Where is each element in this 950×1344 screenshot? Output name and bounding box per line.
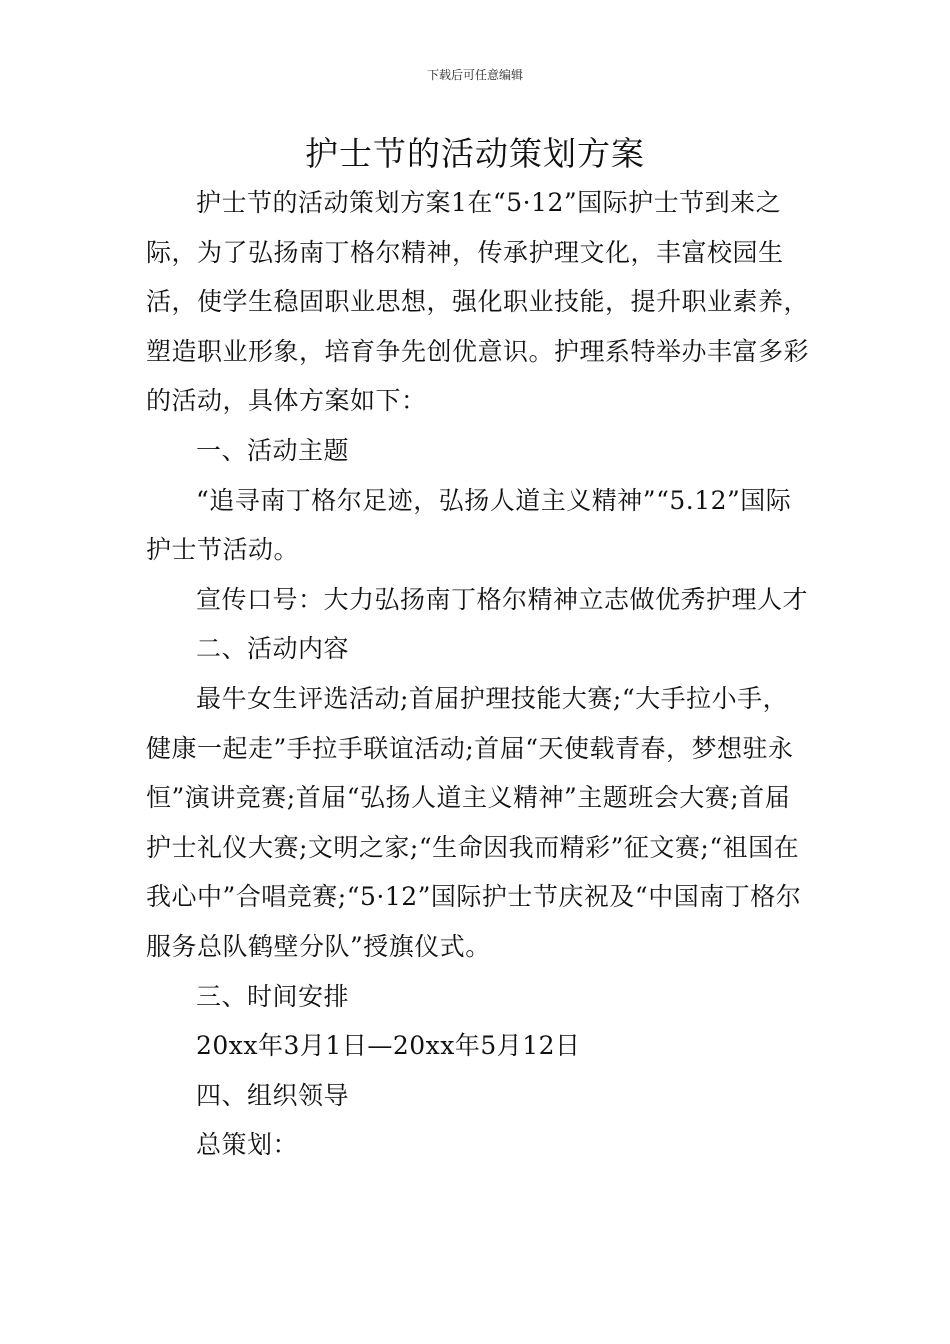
- section-heading-organization: 四、组织领导: [196, 1080, 350, 1110]
- section-heading-schedule: 三、时间安排: [196, 981, 350, 1011]
- section-heading-content: 二、活动内容: [196, 634, 350, 664]
- paragraph-chief-planner: 总策划：: [196, 1130, 299, 1160]
- document-body: [146, 178, 811, 1170]
- paragraph-intro: 护士节的活动策划方案1在“5·12”国际护士节到来之际，为了弘扬南丁格尔精神，传承护理文化，丰富校园生活，使学生稳固职业思想，强化职业技能，提升职业素养，塑造职业形象，培育争先创优意识。护理系特举办丰富多彩的活动，具体方案如下：: [146, 188, 810, 416]
- paragraph-schedule: 20xx年3月1日—20xx年5月12日: [196, 1031, 581, 1061]
- paragraph-slogan: 宣传口号：大力弘扬南丁格尔精神立志做优秀护理人才: [196, 584, 809, 614]
- paragraph-theme: “追寻南丁格尔足迹，弘扬人道主义精神”“5.12”国际护士节活动。: [146, 485, 792, 565]
- section-heading-theme: 一、活动主题: [196, 435, 350, 465]
- page-title: 护士节的活动策划方案: [305, 134, 645, 173]
- header-note: 下载后可任意编辑: [426, 68, 523, 82]
- paragraph-content: 最牛女生评选活动;首届护理技能大赛;“大手拉小手，健康一起走”手拉手联谊活动;首届“天使载青春，梦想驻永恒”演讲竞赛;首届“弘扬人道主义精神”主题班会大赛;首届护士礼仪大赛;文明之家;“生命因我而精彩”征文赛;“祖国在我心中”合唱竞赛;“5·12”国际护士节庆祝及“中国南丁格尔服务总队鹤壁分队”授旗仪式。: [146, 683, 802, 961]
